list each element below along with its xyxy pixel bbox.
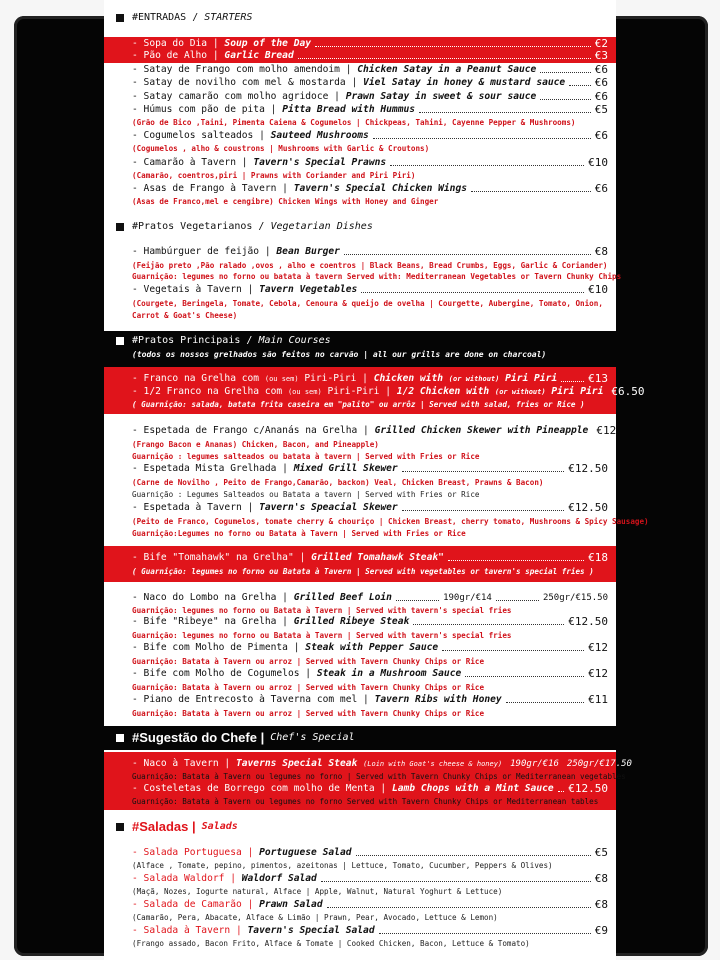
menu-item-tomahawk: - Bife "Tomahawk" na Grelha" | Grilled Tomahawk Steak" €18 <box>132 551 608 564</box>
salads-heading: #Saladas | Salads <box>116 820 610 834</box>
item-description: (Frango assado, Bacon Frito, Alface & Tomate | Cooked Chicken, Bacon, Lettuce & Tomato) <box>132 939 530 948</box>
menu-item-chicken-satay: - Satay de Frango com molho amendoim | Chicken Satay in a Peanut Sauce €6 <box>132 63 608 76</box>
menu-item-portuguese-salad: - Salada Portuguesa | Portuguese Salad €5 <box>132 846 608 859</box>
item-garnish: Guarnição: legumes no forno ou Batata à Tavern | Served with tavern's special fries <box>132 631 512 640</box>
starters-heading: #ENTRADAS / STARTERS <box>116 11 610 25</box>
menu-item-mixed-grill: - Espetada Mista Grelhada | Mixed Grill Skewer €12.50 <box>132 462 608 475</box>
bullet-square-icon <box>116 734 124 742</box>
item-description: (Cogumelos , alho & coustrons | Mushrooms with Garlic & Croutons) <box>132 144 430 153</box>
charcoal-note: (todos os nossos grelhados são feitos no carvão | all our grills are done on charcoal) <box>132 350 547 359</box>
item-garnish: Guarnição: Batata à Tavern ou arroz | Served with Tavern Chunky Chips or Rice <box>132 709 485 718</box>
item-description: (Grão de Bico ,Taini, Pimenta Caiena & Cogumelos | Chickpeas, Tahini, Cayenne Pepper & Mushrooms) <box>132 118 576 127</box>
item-description: (Camarão, coentros,piri | Prawns with Coriander and Piri Piri) <box>132 171 416 180</box>
item-garnish: Guarnição: legumes no forno ou batata à tavern Served with: Mediterranean Vegetables or Tavern Chunky Chips <box>132 272 622 281</box>
item-description: (Courgete, Beringela, Tomate, Cebola, Cenoura & queijo de ovelha | Courgette, Aubergine, Tomato, Onion, <box>132 299 603 308</box>
item-description: (Camarão, Pera, Abacate, Alface & Limão | Prawn, Pear, Avocado, Lettuce & Lemon) <box>132 913 498 922</box>
menu-item-garlic-bread: - Pão de Alho | Garlic Bread €3 <box>132 49 608 62</box>
menu-item-ribs: - Piano de Entrecosto à Taverna com mel | Tavern Ribs with Honey €11 <box>132 693 608 706</box>
chicken-garnish-note: ( Guarnição: salada, batata frita caseira em "palito" ou arrôz | Served with salad, fries or Rice ) <box>132 400 585 409</box>
item-description: (Asas de Franco,mel e cengibre) Chicken Wings with Honey and Ginger <box>132 197 439 206</box>
menu-item-pepper-steak: - Bife com Molho de Pimenta | Steak with Pepper Sauce €12 <box>132 641 608 654</box>
item-description: Carrot & Goat's Cheese) <box>132 311 238 320</box>
tomahawk-garnish: ( Guarnição: legumes no forno ou Batata à Tavern | Served with vegetables or tavern's special fries ) <box>132 567 594 576</box>
menu-item-waldorf-salad: - Salada Waldorf | Waldorf Salad €8 <box>132 872 608 885</box>
menu-item-tavern-skewer: - Espetada à Tavern | Tavern's Speacial Skewer €12.50 <box>132 501 608 514</box>
menu-item-soup: - Sopa do Dia | Soup of the Day €2 <box>132 37 608 50</box>
menu-item-lamb-chops: - Costeletas de Borrego com molho de Menta | Lamb Chops with a Mint Sauce €12.50 <box>132 782 608 795</box>
menu-item-prawn-salad: - Salada de Camarão | Prawn Salad €8 <box>132 898 608 911</box>
menu-item-beef-loin: - Naco do Lombo na Grelha | Grilled Beef Loin 190gr/€14 250gr/€15.50 <box>132 592 608 603</box>
item-garnish: Guarnição: Batata à Tavern ou legumes no forno | Served with Tavern Chunky Chips or Mediterranean vegetables <box>132 772 626 781</box>
menu-item-chicken-skewer: - Espetada de Frango c/Ananás na Grelha | Grilled Chicken Skewer with Pineapple €12 <box>132 424 617 437</box>
item-garnish: Guarnição: Batata à Tavern ou legumes no forno Served with Tavern Chunky Chips or Mediterranean tables <box>132 797 599 806</box>
item-garnish: Guarnição:Legumes no forno ou Batata à Tavern | Served with Fries or Rice <box>132 529 466 538</box>
menu-item-mushrooms: - Cogumelos salteados | Sauteed Mushrooms €6 <box>132 129 608 142</box>
item-description: (Frango Bacon e Ananas) Chicken, Bacon, and Pineapple) <box>132 440 379 449</box>
menu-item-tavern-vegetables: - Vegetais à Tavern | Tavern Vegetables €10 <box>132 283 608 296</box>
menu-item-tavern-salad: - Salada à Tavern | Tavern's Special Salad €9 <box>132 924 608 937</box>
item-garnish: Guarnição: Batata à Tavern ou arroz | Served with Tavern Chunky Chips or Rice <box>132 683 485 692</box>
item-garnish: Guarnição : legumes salteados ou batata à tavern | Served with Fries or Rice <box>132 452 480 461</box>
vegetarian-heading: #Pratos Vegetarianos / Vegetarian Dishes <box>116 220 610 234</box>
menu-item-bean-burger: - Hambúrguer de feijão | Bean Burger €8 <box>132 245 608 258</box>
menu-item-naco-tavern: - Naco à Tavern | Taverns Special Steak (Loin with Goat's cheese & honey) 190gr/€16 250gr/€17.50 <box>132 758 632 769</box>
menu-item-ribeye: - Bife "Ribeye" na Grelha | Grilled Ribeye Steak €12.50 <box>132 615 608 628</box>
item-description: (Alface , Tomate, pepino, pimentos, azeitonas | Lettuce, Tomato, Cucumber, Peppers & Olives) <box>132 861 553 870</box>
bullet-square-icon <box>116 337 124 345</box>
menu-item-half-chicken: - 1/2 Franco na Grelha com (ou sem) Piri-Piri | 1/2 Chicken with (or without) Piri Piri €6.50 <box>132 385 645 398</box>
menu-item-hummus: - Húmus com pão de pita | Pitta Bread with Hummus €5 <box>132 103 608 116</box>
bullet-square-icon <box>116 223 124 231</box>
item-garnish: Guarnição: legumes no forno ou Batata à Tavern | Served with tavern's special fries <box>132 606 512 615</box>
chef-special-heading: #Sugestão do Chefe | Chef's Special <box>116 731 610 745</box>
item-garnish: Guarnição : Legumes Salteados ou Batata a tavern | Served with Fries or Rice <box>132 490 480 499</box>
bullet-square-icon <box>116 823 124 831</box>
menu-item-tavern-prawns: - Camarão à Tavern | Tavern's Special Prawns €10 <box>132 156 608 169</box>
item-description: (Maçã, Nozes, Iogurte natural, Alface | Apple, Walnut, Natural Yoghurt & Lettuce) <box>132 887 503 896</box>
menu-item-chicken-wings: - Asas de Frango à Tavern | Tavern's Special Chicken Wings €6 <box>132 182 608 195</box>
menu-item-prawn-satay: - Satay camarão com molho agridoce | Prawn Satay in sweet & sour sauce €6 <box>132 90 608 103</box>
menu-sheet <box>104 0 649 960</box>
main-courses-heading: #Pratos Principais / Main Courses <box>116 334 610 348</box>
menu-item-grilled-chicken: - Franco na Grelha com (ou sem) Piri-Piri | Chicken with (or without) Piri Piri €13 <box>132 372 608 385</box>
item-description: (Feijão preto ,Pão ralado ,ovos , alho e coentros | Black Beans, Bread Crumbs, Eggs, Garlic & Coriander) <box>132 261 608 270</box>
item-garnish: Guarnição: Batata à Tavern ou arroz | Served with Tavern Chunky Chips or Rice <box>132 657 485 666</box>
item-description: (Carne de Novilho , Peito de Frango,Camarão, backon) Veal, Chicken Breast, Prawns & Bacon) <box>132 478 544 487</box>
item-description: (Peito de Franco, Cogumelos, tomate cherry & chouriço | Chicken Breast, cherry tomato, Mushrooms & Spicy Sausage) <box>132 517 649 526</box>
menu-item-mushroom-steak: - Bife com Molho de Cogumelos | Steak in a Mushroom Sauce €12 <box>132 667 608 680</box>
bullet-square-icon <box>116 14 124 22</box>
menu-item-veal-satay: - Satay de novilho com mel & mostarda | Viel Satay in honey & mustard sauce €6 <box>132 76 608 89</box>
